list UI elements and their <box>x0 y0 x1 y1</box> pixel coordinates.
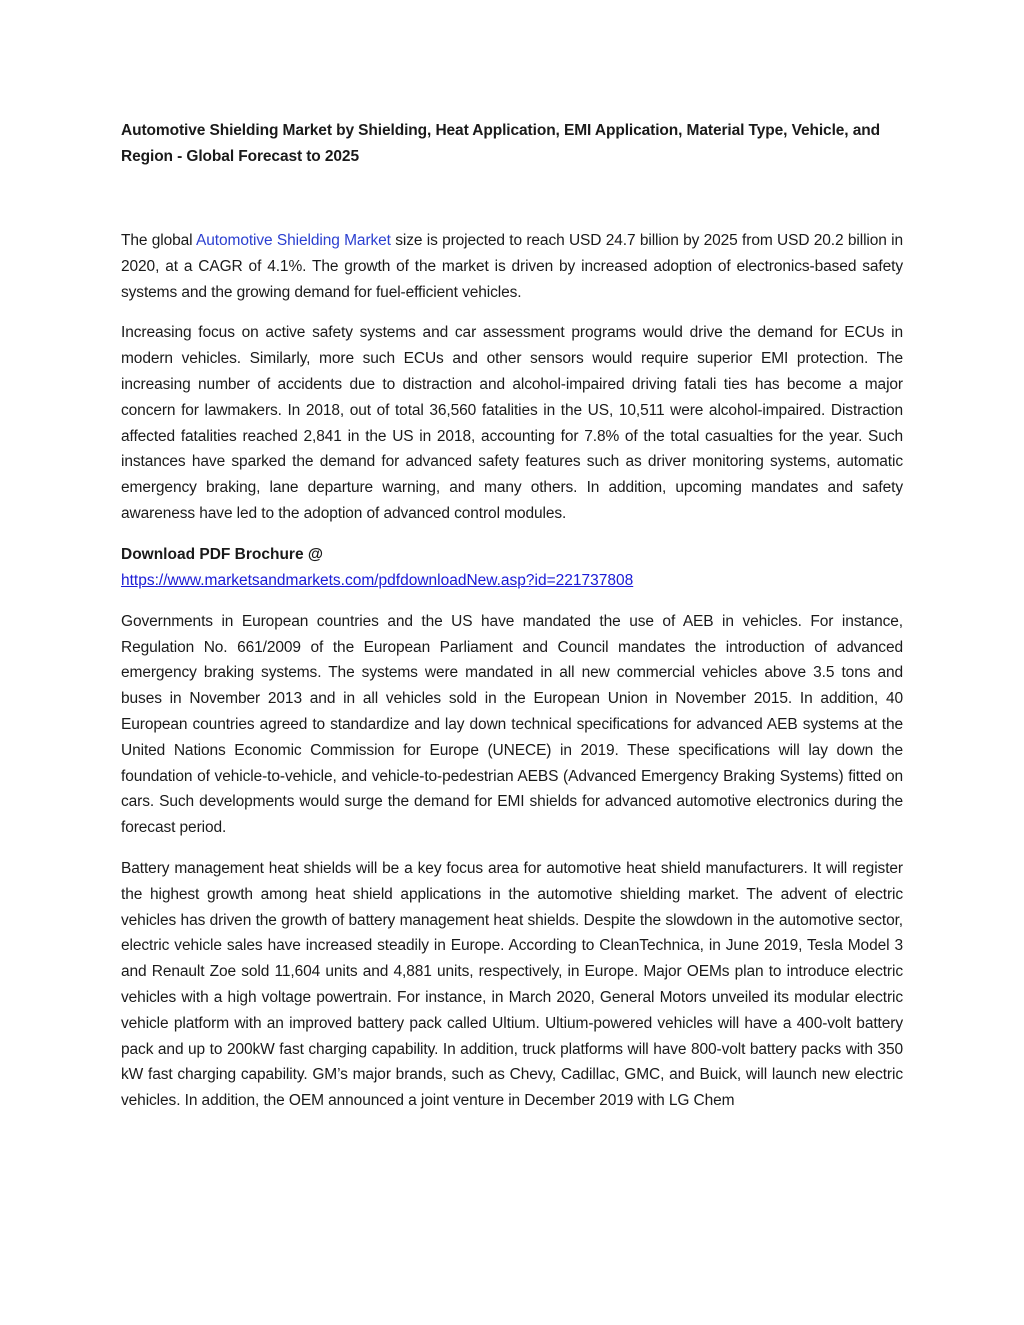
download-brochure-label: Download PDF Brochure @ <box>121 545 323 563</box>
battery-heat-shields-paragraph: Battery management heat shields will be a key focus area for automotive heat shield manufacturers. It will register the highest growth among heat shield applications in the automotive shielding market. The advent of electric vehicles has driven the growth of battery management heat shields. Despite the slowdown in the automotive sector, electric vehicle sales have increased steadily in Europe. According to CleanTechnica, in June 2019, Tesla Model 3 and Renault Zoe sold 11,604 units and 4,881 units, respectively, in Europe. Major OEMs plan to introduce electric vehicles with a high voltage powertrain. For instance, in March 2020, General Motors unveiled its modular electric vehicle platform with an improved battery pack called Ultium. Ultium-powered vehicles will have a 400-volt battery pack and up to 200kW fast charging capability. In addition, truck platforms will have 800-volt battery packs with 350 kW fast charging capability. GM’s major brands, such as Chevy, Cadillac, GMC, and Buick, will launch new electric vehicles. In addition, the OEM announced a joint venture in December 2019 with LG Chem <box>121 859 903 1110</box>
aeb-mandates-paragraph: Governments in European countries and the US have mandated the use of AEB in vehicles. For instance, Regulation No. 661/2009 of the European Parliament and Council mandates the introduction of advanced emergency braking systems. The systems were mandated in all new commercial vehicles above 3.5 tons and buses in November 2013 and in all vehicles sold in the European Union in November 2015. In addition, 40 European countries agreed to standardize and lay down technical specifications for advanced AEB systems at the United Nations Economic Commission for Europe (UNECE) in 2019. These specifications will lay down the foundation of vehicle-to-vehicle, and vehicle-to-pedestrian AEBS (Advanced Emergency Braking Systems) fitted on cars. Such developments would surge the demand for EMI shields for advanced automotive electronics during the forecast period. <box>121 612 903 837</box>
document-page <box>121 118 903 1129</box>
automotive-shielding-market-link[interactable]: Automotive Shielding Market <box>196 232 391 249</box>
document-title: Automotive Shielding Market by Shielding, Heat Application, EMI Application, Material Type, Vehicle, and Region - Global Forecast to 2025 <box>121 122 880 165</box>
intro-paragraph <box>121 228 903 305</box>
download-brochure-link[interactable]: https://www.marketsandmarkets.com/pdfdownloadNew.asp?id=221737808 <box>121 571 634 589</box>
safety-systems-paragraph: Increasing focus on active safety systems and car assessment programs would drive the demand for ECUs in modern vehicles. Similarly, more such ECUs and other sensors would require superior EMI protection. The increasing number of accidents due to distraction and alcohol-impaired driving fatali ties has become a major concern for lawmakers. In 2018, out of total 36,560 fatalities in the US, 10,511 were alcohol-impaired. Distraction affected fatalities reached 2,841 in the US in 2018, accounting for 7.8% of the total casualties for the year. Such instances have sparked the demand for advanced safety features such as driver monitoring systems, automatic emergency braking, lane departure warning, and many others. In addition, upcoming mandates and safety awareness have led to the adoption of advanced control modules. <box>121 324 903 522</box>
intro-text-before-link: The global <box>121 232 197 249</box>
title-spacer <box>121 170 903 228</box>
intro-text-after-link: size is projected to reach USD 24.7 billion by 2025 from USD 20.2 billion in 2020, at a CAGR of 4.1%. The growth of the market is driven by increased adoption of electronics-based safety systems and the growing demand for fuel-efficient vehicles. <box>121 232 904 301</box>
